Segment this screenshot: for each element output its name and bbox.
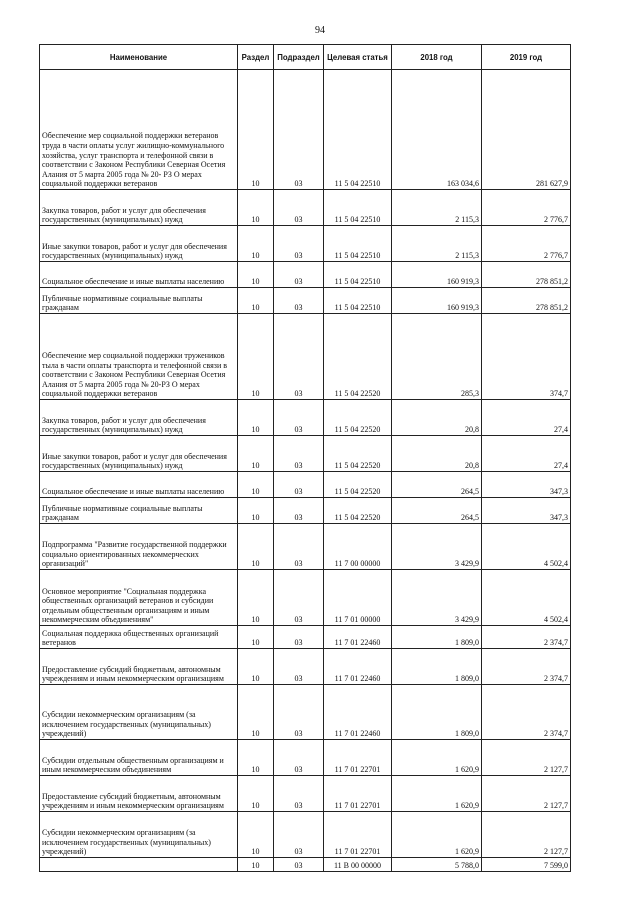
cell-name	[40, 858, 238, 872]
cell-subsection: 03	[274, 740, 324, 776]
cell-article: 11 7 01 22701	[324, 776, 392, 812]
cell-2019: 2 374,7	[482, 685, 571, 740]
cell-name: Социальное обеспечение и иные выплаты населению	[40, 262, 238, 288]
cell-section: 10	[238, 226, 274, 262]
cell-2019: 4 502,4	[482, 524, 571, 570]
cell-subsection: 03	[274, 858, 324, 872]
cell-2019: 2 127,7	[482, 776, 571, 812]
cell-2019: 281 627,9	[482, 70, 571, 190]
cell-section: 10	[238, 649, 274, 685]
table-row	[40, 262, 571, 288]
cell-name: Субсидии некоммерческим организациям (за исключением государственных (муниципальных) учреждений)	[40, 685, 238, 740]
cell-section: 10	[238, 740, 274, 776]
header-name: Наименование	[40, 45, 238, 70]
table-row	[40, 626, 571, 649]
cell-subsection: 03	[274, 314, 324, 400]
table-row	[40, 70, 571, 190]
table-row	[40, 858, 571, 872]
cell-name: Социальная поддержка общественных организаций ветеранов	[40, 626, 238, 649]
cell-section: 10	[238, 685, 274, 740]
cell-2019: 278 851,2	[482, 288, 571, 314]
cell-subsection: 03	[274, 524, 324, 570]
cell-article: 11 5 04 22510	[324, 70, 392, 190]
table-row	[40, 400, 571, 436]
cell-article: 11 5 04 22520	[324, 436, 392, 472]
cell-subsection: 03	[274, 288, 324, 314]
cell-article: 11 7 01 22701	[324, 740, 392, 776]
cell-2018: 264,5	[392, 472, 482, 498]
cell-2018: 1 809,0	[392, 649, 482, 685]
table-row	[40, 314, 571, 400]
cell-2018: 1 620,9	[392, 776, 482, 812]
cell-2019: 2 776,7	[482, 190, 571, 226]
cell-2018: 160 919,3	[392, 262, 482, 288]
cell-section: 10	[238, 190, 274, 226]
cell-article: 11 5 04 22520	[324, 314, 392, 400]
cell-section: 10	[238, 812, 274, 858]
table-row	[40, 812, 571, 858]
cell-2019: 374,7	[482, 314, 571, 400]
header-subsection: Подраздел	[274, 45, 324, 70]
cell-article: 11 5 04 22510	[324, 226, 392, 262]
cell-article: 11 7 01 00000	[324, 570, 392, 626]
cell-section: 10	[238, 70, 274, 190]
cell-2019: 7 599,0	[482, 858, 571, 872]
cell-subsection: 03	[274, 649, 324, 685]
cell-subsection: 03	[274, 570, 324, 626]
cell-article: 11 7 01 22460	[324, 626, 392, 649]
cell-subsection: 03	[274, 436, 324, 472]
table-row	[40, 524, 571, 570]
table-row	[40, 226, 571, 262]
cell-2019: 27,4	[482, 400, 571, 436]
cell-2018: 264,5	[392, 498, 482, 524]
header-section: Раздел	[238, 45, 274, 70]
cell-name: Предоставление субсидий бюджетным, автономным учреждениям и иным некоммерческим организациям	[40, 776, 238, 812]
cell-2019: 347,3	[482, 498, 571, 524]
budget-table	[39, 44, 571, 872]
cell-name: Предоставление субсидий бюджетным, автономным учреждениям и иным некоммерческим организациям	[40, 649, 238, 685]
cell-subsection: 03	[274, 70, 324, 190]
page-number: 94	[315, 25, 325, 36]
cell-section: 10	[238, 314, 274, 400]
table-row	[40, 190, 571, 226]
cell-subsection: 03	[274, 498, 324, 524]
cell-2019: 278 851,2	[482, 262, 571, 288]
cell-subsection: 03	[274, 776, 324, 812]
table-row	[40, 740, 571, 776]
cell-section: 10	[238, 436, 274, 472]
cell-article: 11 5 04 22510	[324, 288, 392, 314]
cell-2019: 2 374,7	[482, 626, 571, 649]
cell-section: 10	[238, 524, 274, 570]
cell-subsection: 03	[274, 472, 324, 498]
cell-article: 11 В 00 00000	[324, 858, 392, 872]
cell-article: 11 7 01 22701	[324, 812, 392, 858]
table-header-row	[40, 45, 571, 70]
cell-2019: 2 776,7	[482, 226, 571, 262]
cell-subsection: 03	[274, 400, 324, 436]
cell-name: Субсидии некоммерческим организациям (за исключением государственных (муниципальных) учреждений)	[40, 812, 238, 858]
cell-2019: 347,3	[482, 472, 571, 498]
cell-name: Закупка товаров, работ и услуг для обеспечения государственных (муниципальных) нужд	[40, 400, 238, 436]
cell-name: Публичные нормативные социальные выплаты гражданам	[40, 498, 238, 524]
cell-subsection: 03	[274, 812, 324, 858]
cell-article: 11 5 04 22520	[324, 472, 392, 498]
cell-section: 10	[238, 472, 274, 498]
cell-name: Социальное обеспечение и иные выплаты населению	[40, 472, 238, 498]
cell-subsection: 03	[274, 226, 324, 262]
cell-2018: 20,8	[392, 436, 482, 472]
cell-name: Закупка товаров, работ и услуг для обеспечения государственных (муниципальных) нужд	[40, 190, 238, 226]
cell-2018: 1 620,9	[392, 812, 482, 858]
cell-name: Подпрограмма "Развитие государственной поддержки социально ориентированных некоммерческих организаций"	[40, 524, 238, 570]
cell-subsection: 03	[274, 262, 324, 288]
table-row	[40, 685, 571, 740]
table-row	[40, 288, 571, 314]
cell-2019: 2 374,7	[482, 649, 571, 685]
cell-2018: 1 809,0	[392, 626, 482, 649]
cell-section: 10	[238, 400, 274, 436]
table-row	[40, 776, 571, 812]
cell-2018: 160 919,3	[392, 288, 482, 314]
header-year-2018: 2018 год	[392, 45, 482, 70]
cell-section: 10	[238, 776, 274, 812]
cell-2019: 27,4	[482, 436, 571, 472]
cell-2019: 4 502,4	[482, 570, 571, 626]
table-row	[40, 436, 571, 472]
cell-article: 11 5 04 22510	[324, 190, 392, 226]
cell-2018: 2 115,3	[392, 226, 482, 262]
cell-name: Основное мероприятие "Социальная поддержка общественных организаций ветеранов и субсидии отдельным общественным организациям и иным некоммерческим объединениям"	[40, 570, 238, 626]
table-row	[40, 570, 571, 626]
header-year-2019: 2019 год	[482, 45, 571, 70]
cell-subsection: 03	[274, 190, 324, 226]
cell-section: 10	[238, 570, 274, 626]
cell-section: 10	[238, 858, 274, 872]
cell-name: Иные закупки товаров, работ и услуг для обеспечения государственных (муниципальных) нужд	[40, 436, 238, 472]
cell-2018: 20,8	[392, 400, 482, 436]
cell-section: 10	[238, 626, 274, 649]
table-row	[40, 649, 571, 685]
cell-name: Иные закупки товаров, работ и услуг для обеспечения государственных (муниципальных) нужд	[40, 226, 238, 262]
cell-2018: 3 429,9	[392, 570, 482, 626]
cell-subsection: 03	[274, 685, 324, 740]
cell-section: 10	[238, 262, 274, 288]
cell-2018: 285,3	[392, 314, 482, 400]
cell-2019: 2 127,7	[482, 812, 571, 858]
cell-article: 11 7 00 00000	[324, 524, 392, 570]
table-row	[40, 498, 571, 524]
cell-2018: 163 034,6	[392, 70, 482, 190]
cell-section: 10	[238, 498, 274, 524]
cell-section: 10	[238, 288, 274, 314]
cell-name: Субсидии отдельным общественным организациям и иным некоммерческим объединениям	[40, 740, 238, 776]
cell-article: 11 7 01 22460	[324, 685, 392, 740]
cell-2018: 5 788,0	[392, 858, 482, 872]
table-row	[40, 472, 571, 498]
cell-article: 11 5 04 22520	[324, 498, 392, 524]
cell-2018: 1 620,9	[392, 740, 482, 776]
cell-article: 11 7 01 22460	[324, 649, 392, 685]
cell-article: 11 5 04 22520	[324, 400, 392, 436]
cell-2018: 3 429,9	[392, 524, 482, 570]
cell-2019: 2 127,7	[482, 740, 571, 776]
cell-name: Обеспечение мер социальной поддержки ветеранов труда в части оплаты услуг жилищно-коммунального хозяйства, услуг транспорта и телефонной связи в соответствии с Законом Республики Северная Осетия Алания от 5 марта 2005 года № 20- РЗ О мерах социальной поддержки ветеранов	[40, 70, 238, 190]
cell-name: Публичные нормативные социальные выплаты гражданам	[40, 288, 238, 314]
cell-article: 11 5 04 22510	[324, 262, 392, 288]
header-article: Целевая статья	[324, 45, 392, 70]
cell-name: Обеспечение мер социальной поддержки тружеников тыла в части оплаты транспорта и телефонной связи в соответствии с Законом Республики Северная Осетия Алания от 5 марта 2005 года № 20-РЗ О мерах социальной поддержки ветеранов	[40, 314, 238, 400]
cell-subsection: 03	[274, 626, 324, 649]
cell-2018: 2 115,3	[392, 190, 482, 226]
cell-2018: 1 809,0	[392, 685, 482, 740]
